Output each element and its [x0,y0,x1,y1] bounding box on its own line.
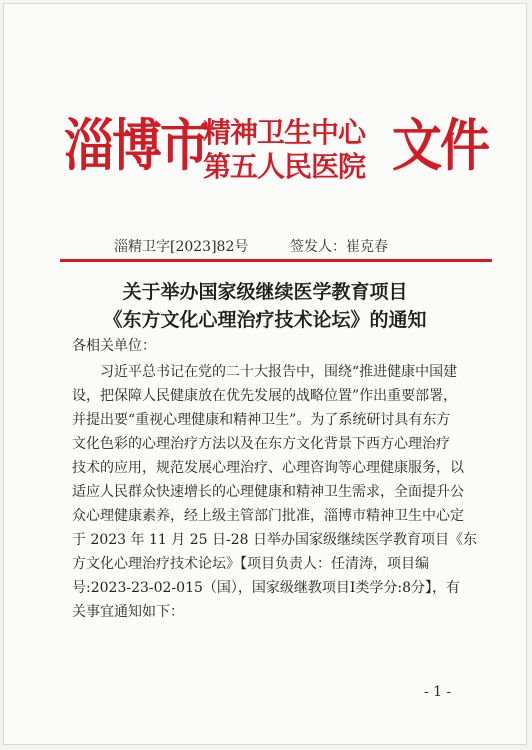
notice-title-line1: 关于举办国家级继续医学教育项目 [122,281,408,303]
body-line: 于 2023 年 11 月 25 日-28 日举办国家级继续医学教育项目《东 [72,532,477,548]
issuer-names [203,116,393,184]
body-line: 文化色彩的心理治疗方法以及在东方文化背景下西方心理治疗 [72,436,450,452]
red-divider [60,259,492,262]
body-line: 并提出要“重视心理健康和精神卫生”。为了系统研讨具有东方 [72,412,451,428]
issuer-name-line2: 第五人民医院 [203,150,366,183]
notice-body [72,360,477,624]
notice-title-line2: 《东方文化心理治疗技术论坛》的通知 [103,309,427,331]
page-number: - 1 - [424,684,452,700]
body-line: 众心理健康素养，经上级主管部门批准，淄博市精神卫生中心定 [72,508,464,524]
body-line: 设，把保障人民健康放在优先发展的战略位置”作出重要部署， [72,388,458,404]
document-page [4,4,526,744]
body-line: 关事宜通知如下： [72,604,184,620]
document-label: 文件 [392,112,488,179]
body-line: 习近平总书记在党的二十大报告中，围绕“推进健康中国建 [100,364,458,380]
issuer-city: 淄博市 [64,112,208,179]
issuer-name-line1: 精神卫生中心 [203,116,366,149]
body-line: 号:2023-23-02-015（国），国家级继教项目Ⅰ类学分:8分】，有 [72,580,461,596]
salutation: 各相关单位： [72,338,156,354]
signer: 签发人：崔克春 [290,239,388,255]
body-line: 方文化心理治疗技术论坛》【项目负责人：任清涛，项目编 [72,556,429,572]
document-number: 淄精卫字[2023]82号 [114,239,249,255]
body-line: 技术的应用，规范发展心理治疗、心理咨询等心理健康服务，以 [72,460,464,476]
document-header [4,108,526,200]
body-line: 适应人民群众快速增长的心理健康和精神卫生需求，全面提升公 [72,484,464,500]
